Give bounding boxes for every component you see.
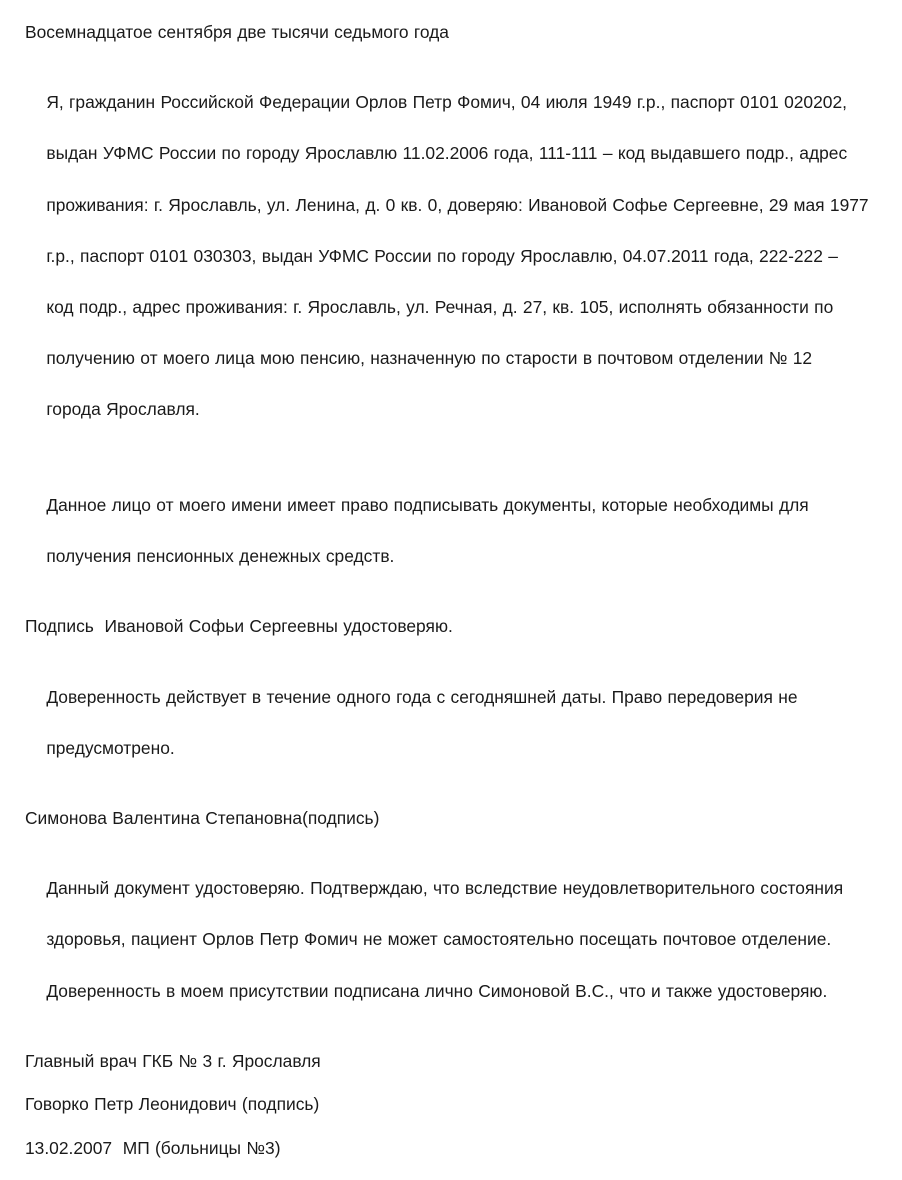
text-line: Данное лицо от моего имени имеет право подписывать документы, которые необходимы для [46, 495, 809, 516]
text-line: предусмотрено. [46, 737, 175, 758]
text-line: Данный документ удостоверяю. Подтверждаю, что вследствие неудовлетворительного состояния [46, 878, 844, 899]
text-line: код подр., адрес проживания: г. Ярославль, ул. Речная, д. 27, кв. 105, исполнять обязанности по [46, 296, 834, 317]
rights-paragraph [25, 468, 893, 596]
signer-line: Симонова Валентина Степановна(подпись) [25, 808, 380, 829]
text-line: получения пенсионных денежных средств. [46, 546, 395, 567]
doctor-paragraph [25, 851, 893, 1030]
text-line: получению от моего лица мою пенсию, назначенную по старости в почтовом отделении № 12 [46, 348, 813, 369]
doctor-title: Главный врач ГКБ № 3 г. Ярославля [25, 1050, 321, 1071]
text-line: здоровья, пациент Орлов Петр Фомич не может самостоятельно посещать почтовое отделение. [46, 929, 832, 950]
main-paragraph [25, 65, 893, 449]
text-line: г.р., паспорт 0101 030303, выдан УФМС России по городу Ярославлю, 04.07.2011 года, 222-222 – [46, 245, 838, 266]
text-line: Я, гражданин Российской Федерации Орлов Петр Фомич, 04 июля 1949 г.р., паспорт 0101 020202, [46, 92, 847, 113]
date-stamp-line: 13.02.2007 МП (больницы №3) [25, 1137, 281, 1158]
text-line: выдан УФМС России по городу Ярославлю 11.02.2006 года, 111-111 – код выдавшего подр., адрес [46, 143, 848, 164]
validity-paragraph [25, 659, 893, 787]
signature-certification: Подпись Ивановой Софьи Сергеевны удостоверяю. [25, 616, 453, 637]
text-line: проживания: г. Ярославль, ул. Ленина, д. 0 кв. 0, доверяю: Ивановой Софье Сергеевне, 29 мая 1977 [46, 194, 869, 215]
date-line: Восемнадцатое сентября две тысячи седьмого года [25, 22, 449, 42]
text-line: Доверенность действует в течение одного года с сегодняшней даты. Право передоверия не [46, 686, 798, 707]
text-line: Доверенность в моем присутствии подписана лично Симоновой В.С., что и также удостоверяю. [46, 980, 828, 1001]
document-body [25, 20, 893, 1180]
doctor-signature: Говорко Петр Леонидович (подпись) [25, 1094, 320, 1115]
text-line: города Ярославля. [46, 399, 200, 420]
